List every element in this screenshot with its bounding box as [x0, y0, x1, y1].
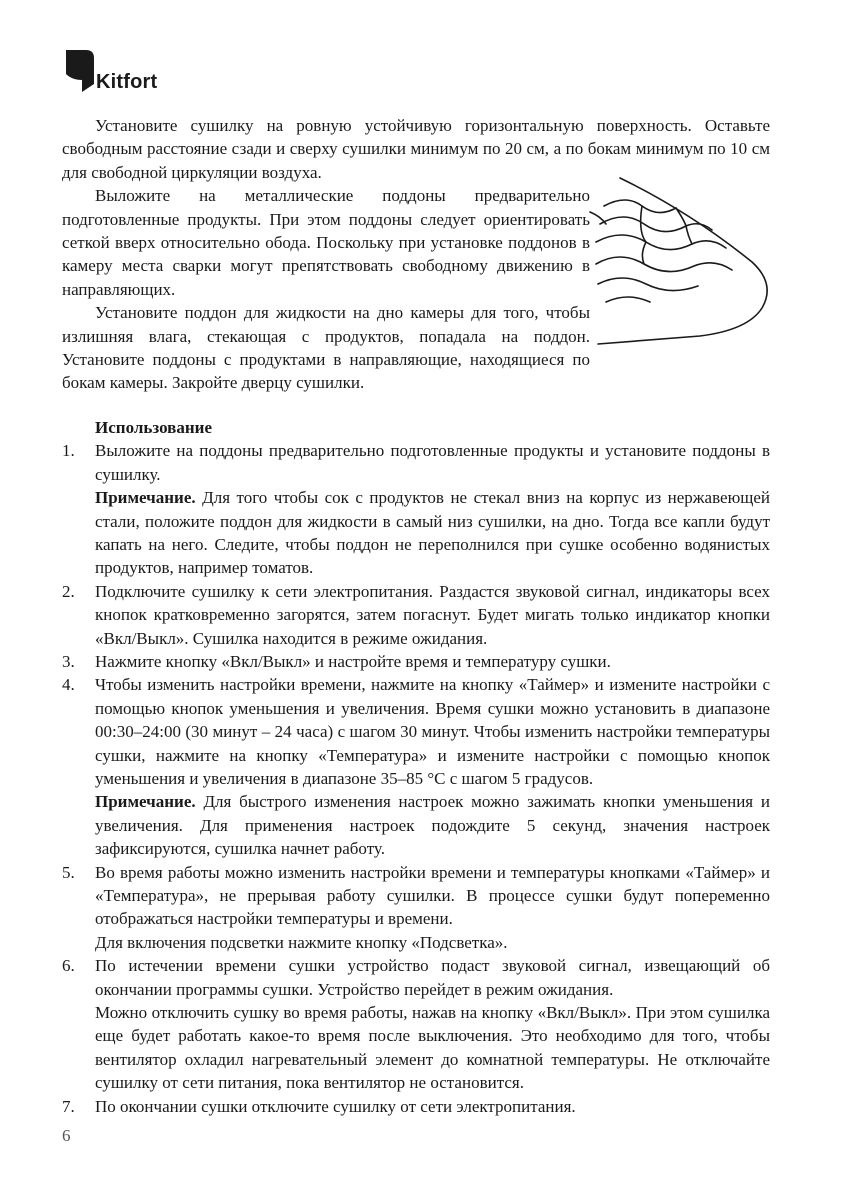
section-title: Использование	[95, 417, 212, 437]
step-number: 5.	[62, 862, 75, 882]
step-number: 6.	[62, 956, 75, 976]
step-extra: Для включения подсветки нажмите кнопку «Подсветка».	[95, 932, 508, 952]
step-text: Во время работы можно изменить настройки времени и температуры кнопками «Таймер» и «Температура», не прерывая работу сушилки. В процессе сушки будут попеременно отображаться настройки температуры и времени.	[95, 862, 770, 929]
note-text: Для того чтобы сок с продуктов не стекал вниз на корпус из нержавеющей стали, положите поддон для жидкости в самый низ сушилки, на дно. Тогда все капли будут капать на него. Следите, чтобы поддон не переполнился при сушке особенно водянистых продуктов, например томатов.	[95, 488, 770, 578]
step-number: 1.	[62, 441, 75, 461]
step-text: Подключите сушилку к сети электропитания. Раздастся звуковой сигнал, индикаторы всех кнопок кратковременно загорятся, затем погаснут. Будет мигать только индикатор кнопки «Вкл/Выкл». Сушилка находится в режиме ожидания.	[95, 581, 770, 648]
note-label: Примечание.	[95, 488, 196, 508]
step-4	[62, 673, 770, 860]
step-note	[95, 790, 770, 860]
step-text: Чтобы изменить настройки времени, нажмите на кнопку «Таймер» и измените настройки с помощью кнопок уменьшения и увеличения. Время сушки можно установить в диапазоне 00:30–24:00 (30 минут – 24 часа) с шагом 30 минут. Чтобы изменить настройки температуры сушки, нажмите на кнопку «Температура» и измените настройки с помощью кнопок уменьшения и увеличения в диапазоне 35–85 °С с шагом 5 градусов.	[95, 675, 770, 788]
step-text: Нажмите кнопку «Вкл/Выкл» и настройте время и температуру сушки.	[95, 651, 611, 671]
step-number: 2.	[62, 581, 75, 601]
step-number: 4.	[62, 675, 75, 695]
step-number: 3.	[62, 651, 75, 671]
step-5	[62, 861, 770, 955]
note-text: Для быстрого изменения настроек можно зажимать кнопки уменьшения и увеличения. Для применения настроек подождите 5 секунд, значения настроек зафиксируются, сушилка начнет работу.	[95, 792, 771, 859]
step-7	[62, 1095, 770, 1118]
page-number: 6	[62, 1126, 71, 1145]
page-content	[62, 114, 770, 1118]
step-number: 7.	[62, 1096, 75, 1116]
step-text: Выложите на поддоны предварительно подготовленные продукты и установите поддоны в сушилку.	[95, 441, 770, 484]
step-text: По окончании сушки отключите сушилку от сети электропитания.	[95, 1096, 576, 1116]
step-6	[62, 954, 770, 1094]
step-3	[62, 650, 770, 673]
note-label: Примечание.	[95, 792, 196, 812]
step-note	[95, 486, 770, 580]
kitfort-logo-icon	[64, 50, 94, 92]
brand-name: Kitfort	[96, 71, 158, 93]
intro-paragraph-2: Выложите на металлические поддоны предварительно подготовленные продукты. При этом поддоны следует ориентировать сеткой вверх относительно обода. Поскольку при установке поддонов в камеру места сварки могут препятствовать свободному движению в направляющих.	[62, 186, 590, 299]
step-2	[62, 580, 770, 650]
step-1	[62, 439, 770, 579]
brand-logo	[64, 50, 157, 92]
step-text: По истечении времени сушки устройство подаст звуковой сигнал, извещающий об окончании программы сушки. Устройство перейдет в режим ожидания.	[95, 956, 770, 999]
intro-paragraph-3: Установите поддон для жидкости на дно камеры для того, чтобы излишняя влага, стекающая с продуктов, попадала на поддон. Установите поддоны с продуктами в направляющие, находящиеся по бокам камеры. Закройте дверцу сушилки.	[62, 303, 590, 393]
step-extra: Можно отключить сушку во время работы, нажав на кнопку «Вкл/Выкл». При этом сушилка еще будет работать какое-то время после выключения. Это необходимо для того, чтобы вентилятор охладил нагревательный элемент до комнатной температуры. Не отключайте сушилку от сети питания, пока вентилятор не остановится.	[95, 1003, 770, 1093]
intro-paragraph-1: Установите сушилку на ровную устойчивую горизонтальную поверхность. Оставьте свободным расстояние сзади и сверху сушилки минимум по 20 см, а по бокам минимум по 10 см для свободной циркуляции воздуха.	[62, 116, 770, 182]
